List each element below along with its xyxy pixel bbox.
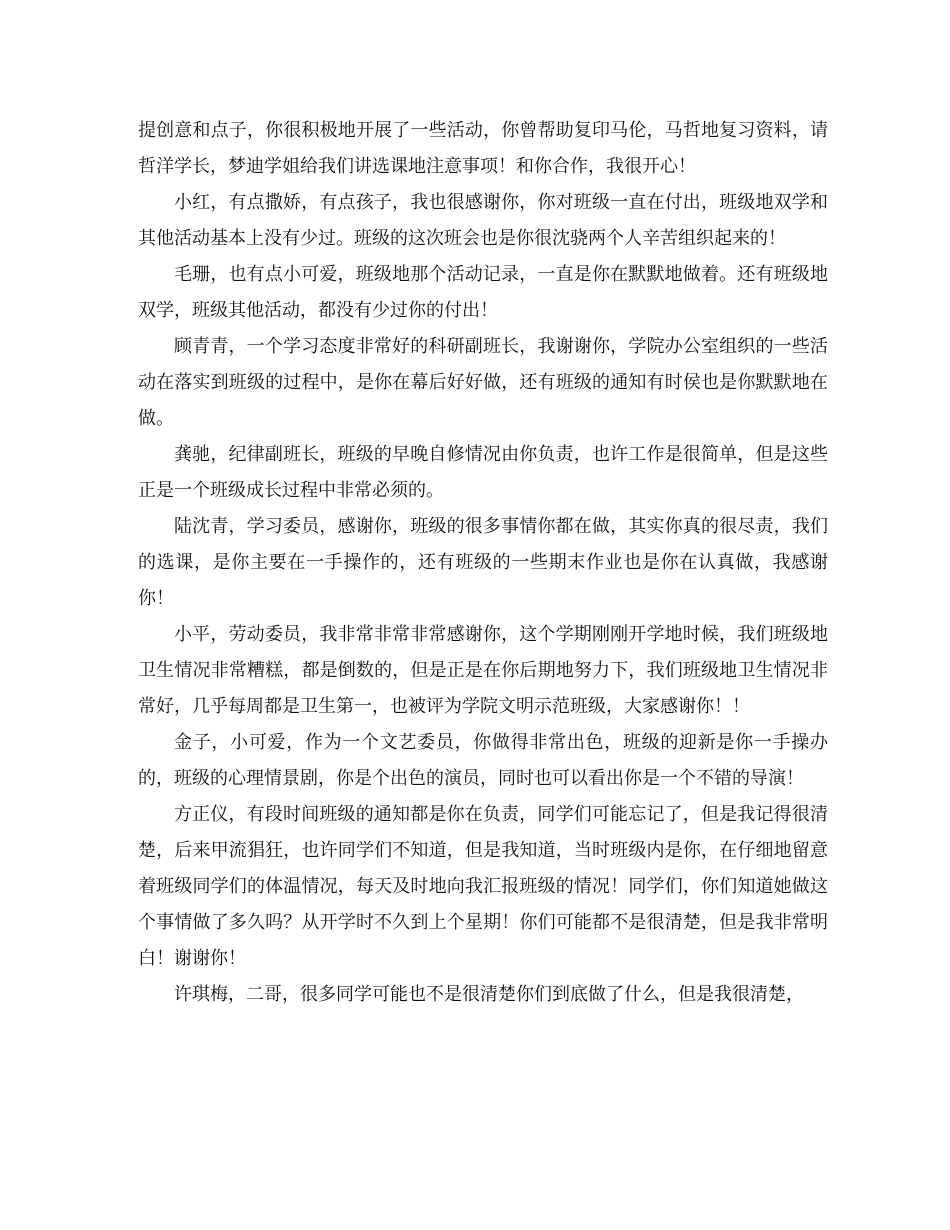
paragraph: 小平，劳动委员，我非常非常非常感谢你，这个学期刚刚开学地时候，我们班级地卫生情况非常糟糕，都是倒数的，但是正是在你后期地努力下，我们班级地卫生情况非常好，几乎每周都是卫生第一，也被评为学院文明示范班级，大家感谢你！！ [138,624,828,717]
paragraph: 顾青青，一个学习态度非常好的科研副班长，我谢谢你，学院办公室组织的一些活动在落实到班级的过程中，是你在幕后好好做，还有班级的通知有时侯也是你默默地在做。 [138,336,828,429]
paragraph: 陆沈青，学习委员，感谢你，班级的很多事情你都在做，其实你真的很尽责，我们的选课，是你主要在一手操作的，还有班级的一些期末作业也是你在认真做，我感谢你！ [138,516,828,609]
paragraph: 小红，有点撒娇，有点孩子，我也很感谢你，你对班级一直在付出，班级地双学和其他活动基本上没有少过。班级的这次班会也是你很沈骁两个人辛苦组织起来的！ [138,192,828,249]
paragraph: 龚驰，纪律副班长，班级的早晚自修情况由你负责，也许工作是很简单，但是这些正是一个班级成长过程中非常必须的。 [138,444,828,501]
paragraph: 毛珊，也有点小可爱，班级地那个活动记录，一直是你在默默地做着。还有班级地双学，班级其他活动，都没有少过你的付出！ [138,264,828,321]
paragraph: 提创意和点子，你很积极地开展了一些活动，你曾帮助复印马伦，马哲地复习资料，请哲洋学长，梦迪学姐给我们讲选课地注意事项！和你合作，我很开心！ [138,120,828,177]
document-body [138,113,828,1013]
paragraph: 许琪梅，二哥，很多同学可能也不是很清楚你们到底做了什么，但是我很清楚， [174,984,804,1005]
paragraph: 方正仪，有段时间班级的通知都是你在负责，同学们可能忘记了，但是我记得很清楚，后来甲流猖狂，也许同学们不知道，但是我知道，当时班级内是你，在仔细地留意着班级同学们的体温情况，每天及时地向我汇报班级的情况！同学们，你们知道她做这个事情做了多久吗？从开学时不久到上个星期！你们可能都不是很清楚，但是我非常明白！谢谢你！ [138,804,828,969]
paragraph: 金子，小可爱，作为一个文艺委员，你做得非常出色，班级的迎新是你一手操办的，班级的心理情景剧，你是个出色的演员，同时也可以看出你是一个不错的导演！ [138,732,828,789]
